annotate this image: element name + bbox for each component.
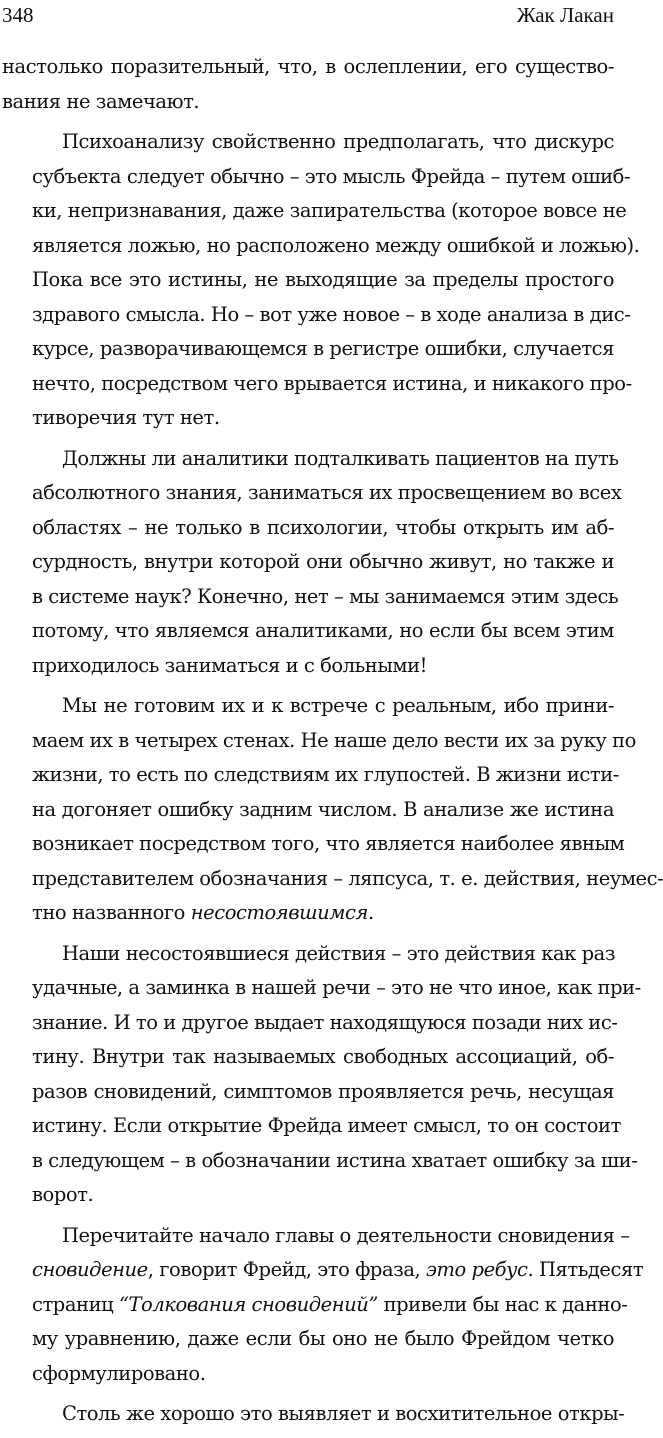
text-fragment: привели бы нас к данно- (377, 1292, 628, 1316)
text-line: Психоанализу свойственно предполагать, что дискурс (62, 130, 614, 153)
text-line: удачные, а заминка в нашей речи – это не что иное, как при- (32, 976, 641, 999)
text-line: ворот. (32, 1183, 94, 1206)
text-line: сурдность, внутри которой они обычно живут, но также и (32, 550, 614, 573)
text-line: является ложью, но расположено между ошибкой и ложью). (32, 233, 640, 257)
text-fragment: , говорит Фрейд, это фраза, (147, 1258, 426, 1281)
paragraph (2, 1219, 644, 1392)
text-line: разов сновидений, симптомов проявляется речь, несущая (32, 1079, 614, 1103)
text-line: абсолютного знания, заниматься их просвещением во всех (32, 481, 622, 504)
paragraph (2, 937, 641, 1213)
page-number: 348 (2, 3, 34, 27)
text-line: знание. И то и другое выдает находящуюся позади них ис- (32, 1010, 618, 1034)
text-line: Наши несостоявшиеся действия – это действия как раз (62, 941, 616, 965)
text-line: тиворечия тут нет. (32, 406, 220, 429)
italic-term: несостоявшимся (190, 901, 368, 924)
text-line: приходилось заниматься и с больными! (32, 653, 428, 677)
text-line: сформулировано. (32, 1361, 206, 1385)
text-line: му уравнению, даже если бы оно не было Фрейдом четко (32, 1327, 614, 1350)
text-line: областях – не только в психологии, чтобы открыть им аб- (32, 515, 614, 539)
page-body-text (2, 50, 663, 1438)
text-line: Столь же хорошо это выявляет и восхитительное откры- (62, 1402, 625, 1425)
text-line: Мы не готовим их и к встрече с реальным, ибо прини- (62, 694, 614, 717)
text-line: в следующем – в обозначании истина хватает ошибку за ши- (32, 1148, 638, 1172)
text-line: ки, непризнавания, даже запирательства (которое вовсе не (32, 199, 627, 222)
page-header (2, 0, 614, 30)
paragraph (2, 442, 622, 684)
text-fragment: тно названного (32, 901, 191, 924)
text-line: тину. Внутри так называемых свободных ассоциаций, об- (32, 1045, 614, 1068)
paragraph (2, 125, 640, 436)
text-fragment: . Пятьдесят (527, 1258, 644, 1281)
text-line: Перечитайте начало главы о деятельности сновидения – (62, 1223, 630, 1247)
text-line: потому, что являемся аналитиками, но если бы всем этим (32, 619, 614, 642)
text-line: на догоняет ошибку задним числом. В анализе же истина (32, 797, 614, 821)
paragraph (2, 1397, 625, 1432)
text-line: курсе, разворачивающемся в регистре ошибки, случается (32, 337, 614, 360)
text-line: представителем обозначания – ляпсуса, т. е. действия, неумес- (32, 866, 663, 890)
italic-term: сновидение (32, 1258, 148, 1281)
text-line: Пока все это истины, не выходящие за пределы простого (32, 268, 614, 291)
text-line: настолько поразительный, что, в ослеплении, его существо- (2, 55, 614, 78)
italic-book-title: “Толкования сновидений” (118, 1292, 378, 1316)
paragraph (2, 689, 663, 931)
text-line: нечто, посредством чего врывается истина, и никакого про- (32, 371, 632, 395)
text-line: в системе наук? Конечно, нет – мы занимаемся этим здесь (32, 584, 619, 608)
italic-term: это ребус (426, 1258, 528, 1281)
text-line: субъекта следует обычно – это мысль Фрейда – путем ошиб- (32, 164, 631, 188)
text-line (2, 1288, 628, 1323)
text-line (2, 1253, 644, 1288)
text-line: жизни, то есть по следствиям их глупостей. В жизни исти- (32, 763, 619, 786)
running-head-author: Жак Лакан (516, 3, 614, 27)
text-line: здравого смысла. Но – вот уже новое – в ходе анализа в дис- (32, 302, 631, 326)
text-fragment: страниц (32, 1292, 119, 1316)
text-line: маем их в четырех стенах. Не наше дело вести их за руку по (32, 728, 636, 752)
text-line: возникает посредством того, что является наиболее явным (32, 832, 625, 855)
text-line: истину. Если открытие Фрейда имеет смысл, то он состоит (32, 1114, 621, 1137)
paragraph (2, 50, 614, 119)
text-line: вания не замечают. (2, 89, 200, 113)
text-fragment: . (367, 901, 374, 924)
text-line: Должны ли аналитики подталкивать пациентов на путь (62, 446, 619, 470)
text-line (2, 896, 614, 931)
